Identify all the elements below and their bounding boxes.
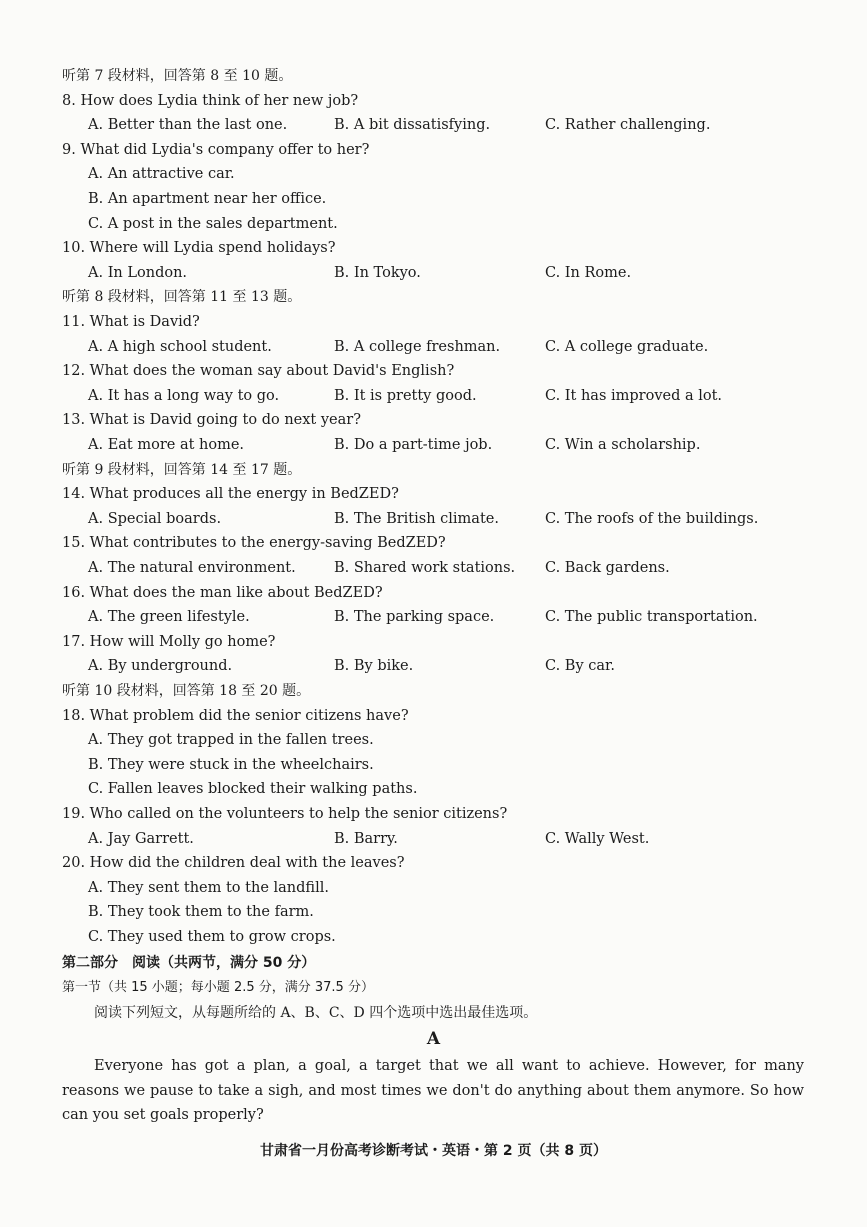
answer-option: A. Better than the last one.	[88, 117, 288, 134]
question-text: 19. Who called on the volunteers to help the senior citizens?	[62, 806, 508, 822]
answer-option: A. It has a long way to go.	[88, 387, 280, 404]
answer-option: A. Special boards.	[88, 510, 222, 527]
answer-option: A. The natural environment.	[88, 560, 296, 576]
answer-option: A. They sent them to the landfill.	[88, 879, 329, 896]
answer-option: B. A college freshman.	[334, 338, 501, 355]
answer-option: A. An attractive car.	[88, 166, 235, 183]
answer-option: C. Win a scholarship.	[545, 437, 701, 453]
answer-option: B. They took them to the farm.	[88, 904, 314, 921]
answer-option: C. Wally West.	[545, 830, 650, 847]
section-intro: 听第 10 段材料，回答第 18 至 20 题。	[62, 683, 311, 699]
question-text: 13. What is David going to do next year?	[62, 412, 361, 429]
answer-option: C. A post in the sales department.	[88, 215, 338, 232]
section-intro: 听第 7 段材料，回答第 8 至 10 题。	[62, 68, 293, 84]
answer-option: B. Do a part-time job.	[334, 437, 493, 453]
answer-option: B. By bike.	[334, 658, 414, 675]
question-text: 15. What contributes to the energy-saving BedZED?	[62, 535, 446, 552]
answer-option: B. It is pretty good.	[334, 387, 477, 404]
answer-option: A. Eat more at home.	[88, 437, 245, 453]
answer-option: C. They used them to grow crops.	[88, 929, 336, 945]
passage-label: A	[426, 1029, 441, 1049]
question-text: 11. What is David?	[62, 314, 200, 330]
answer-option: B. Barry.	[334, 830, 398, 847]
answer-option: B. The parking space.	[334, 609, 495, 626]
answer-option: C. By car.	[545, 658, 615, 675]
answer-option: C. In Rome.	[545, 264, 632, 281]
question-text: 16. What does the man like about BedZED?	[62, 584, 383, 601]
answer-option: C. A college graduate.	[545, 338, 709, 355]
question-text: 14. What produces all the energy in BedZED?	[62, 486, 399, 503]
answer-option: A. They got trapped in the fallen trees.	[88, 732, 374, 749]
answer-option: C. The public transportation.	[545, 609, 758, 626]
answer-option: B. An apartment near her office.	[88, 191, 327, 207]
section-intro: 听第 8 段材料，回答第 11 至 13 题。	[62, 289, 302, 306]
answer-option: A. A high school student.	[88, 338, 272, 355]
question-text: 18. What problem did the senior citizens have?	[62, 707, 409, 724]
question-text: 17. How will Molly go home?	[62, 633, 276, 650]
answer-option: B. Shared work stations.	[334, 560, 516, 576]
reading-instruction: 阅读下列短文，从每题所给的 A、B、C、D 四个选项中选出最佳选项。	[94, 1005, 538, 1021]
answer-option: C. The roofs of the buildings.	[545, 510, 759, 527]
answer-option: A. The green lifestyle.	[88, 609, 250, 626]
section-intro: 听第 9 段材料，回答第 14 至 17 题。	[62, 461, 302, 478]
answer-option: A. By underground.	[88, 658, 233, 675]
answer-option: C. It has improved a lot.	[545, 387, 723, 404]
answer-option: B. The British climate.	[334, 510, 499, 527]
answer-option: B. They were stuck in the wheelchairs.	[88, 756, 374, 773]
answer-option: C. Fallen leaves blocked their walking paths.	[88, 781, 418, 798]
question-text: 8. How does Lydia think of her new job?	[62, 92, 359, 109]
question-text: 20. How did the children deal with the leaves?	[62, 855, 405, 872]
answer-option: B. A bit dissatisfying.	[334, 117, 491, 134]
answer-option: A. Jay Garrett.	[88, 830, 194, 847]
question-text: 10. Where will Lydia spend holidays?	[62, 240, 336, 257]
passage-paragraph: Everyone has got a plan, a goal, a target that we all want to achieve. However, for many reasons we pause to take a sigh, and most times we don't do anything about them anymore. So how can you set goals properly?	[62, 1058, 804, 1123]
answer-option: C. Rather challenging.	[545, 117, 711, 134]
part2-title: 第二部分 阅读（共两节，满分 50 分）	[62, 955, 316, 971]
page-footer: 甘肃省一月份高考诊断考试・英语・第 2 页（共 8 页）	[260, 1143, 607, 1159]
answer-option: A. In London.	[88, 264, 188, 281]
answer-option: C. Back gardens.	[545, 560, 670, 576]
section1-title: 第一节（共 15 小题；每小题 2.5 分，满分 37.5 分）	[62, 980, 374, 995]
question-text: 9. What did Lydia's company offer to her?	[62, 141, 370, 158]
question-text: 12. What does the woman say about David's English?	[62, 363, 455, 380]
answer-option: B. In Tokyo.	[334, 264, 421, 281]
